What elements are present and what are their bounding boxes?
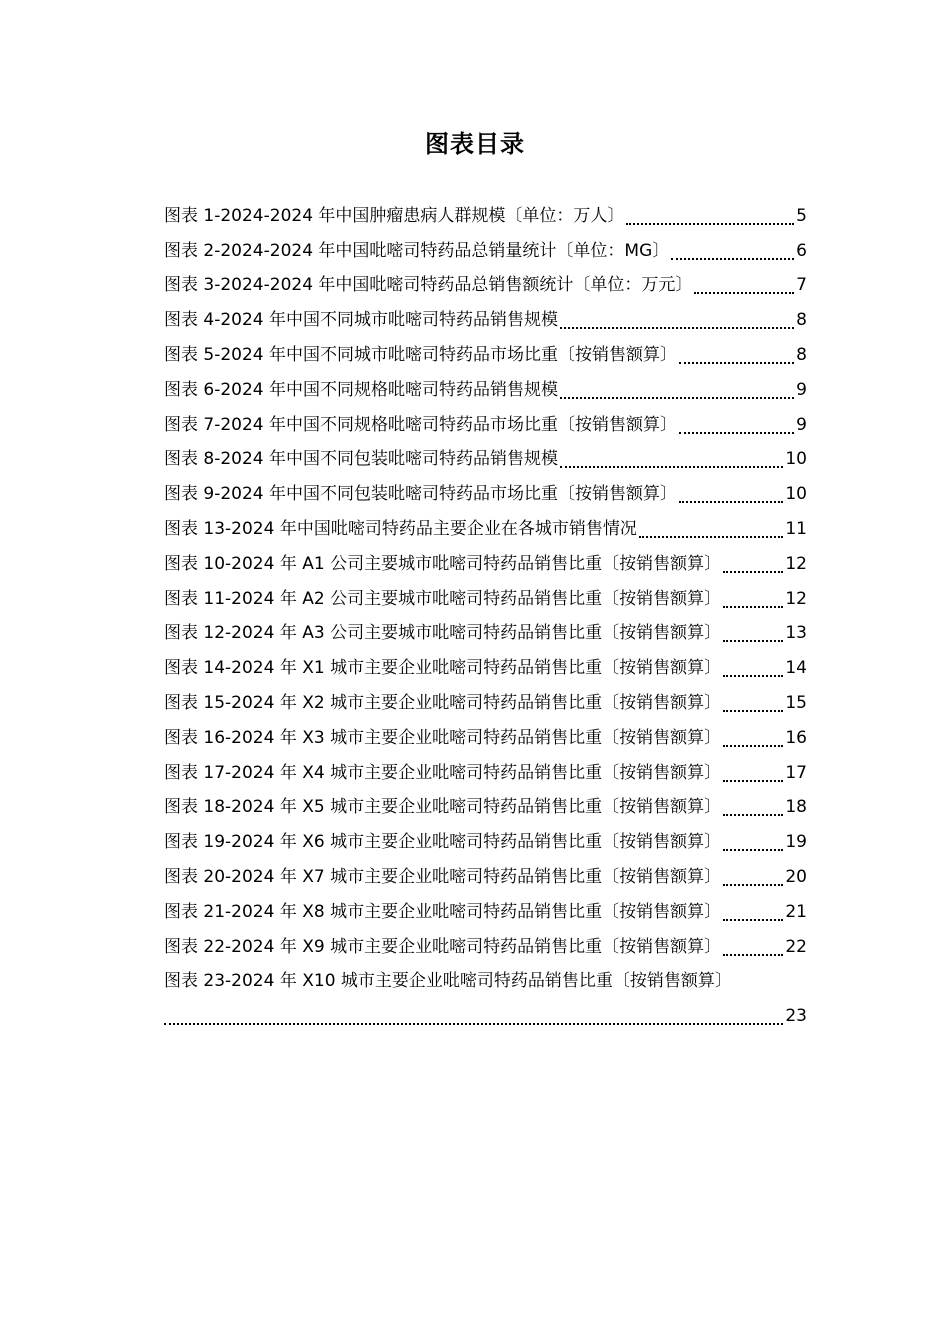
toc-entry-label: 图表 5-2024 年中国不同城市吡嘧司特药品市场比重〔按销售额算〕	[164, 344, 678, 365]
toc-entry[interactable]	[164, 196, 807, 231]
toc-entry[interactable]	[164, 300, 807, 335]
toc-entry-label: 图表 2-2024-2024 年中国吡嘧司特药品总销量统计〔单位：MG〕	[164, 240, 670, 261]
toc-entry-label: 图表 7-2024 年中国不同规格吡嘧司特药品市场比重〔按销售额算〕	[164, 414, 678, 435]
toc-entry-page: 12	[785, 588, 807, 609]
toc-leader-dots	[723, 639, 783, 642]
toc-entry-page: 13	[785, 623, 807, 644]
toc-entry-page: 19	[785, 832, 807, 853]
toc-entry[interactable]	[164, 440, 807, 475]
toc-entry-label: 图表 6-2024 年中国不同规格吡嘧司特药品销售规模	[164, 379, 559, 400]
toc-entry-page: 11	[785, 518, 807, 539]
toc-entry-label: 图表 8-2024 年中国不同包装吡嘧司特药品销售规模	[164, 449, 559, 470]
toc-entry-label: 图表 22-2024 年 X9 城市主要企业吡嘧司特药品销售比重〔按销售额算〕	[164, 936, 722, 957]
toc-entry-label: 图表 3-2024-2024 年中国吡嘧司特药品总销售额统计〔单位：万元〕	[164, 275, 693, 296]
toc-leader-dots	[723, 709, 783, 712]
toc-entry-page: 10	[785, 484, 807, 505]
toc-entry-label: 图表 17-2024 年 X4 城市主要企业吡嘧司特药品销售比重〔按销售额算〕	[164, 762, 722, 783]
toc-leader-dots	[560, 326, 794, 329]
toc-leader-dots	[679, 500, 783, 503]
toc-entry-page: 8	[796, 344, 807, 365]
toc-entry[interactable]	[164, 753, 807, 788]
toc-entry-page: 23	[785, 1006, 807, 1027]
toc-entry-page: 6	[796, 240, 807, 261]
toc-leader-dots	[723, 813, 783, 816]
toc-entry-label: 图表 10-2024 年 A1 公司主要城市吡嘧司特药品销售比重〔按销售额算〕	[164, 553, 722, 574]
toc-entry-label: 图表 19-2024 年 X6 城市主要企业吡嘧司特药品销售比重〔按销售额算〕	[164, 832, 722, 853]
toc-leader-dots	[679, 361, 794, 364]
toc-entry-page: 12	[785, 553, 807, 574]
toc-entry-label: 图表 18-2024 年 X5 城市主要企业吡嘧司特药品销售比重〔按销售额算〕	[164, 797, 722, 818]
toc-entry-page: 21	[785, 901, 807, 922]
toc-list	[164, 196, 807, 1031]
toc-entry-label: 图表 16-2024 年 X3 城市主要企业吡嘧司特药品销售比重〔按销售额算〕	[164, 727, 722, 748]
toc-entry-label: 图表 21-2024 年 X8 城市主要企业吡嘧司特药品销售比重〔按销售额算〕	[164, 901, 722, 922]
toc-leader-dots	[723, 744, 783, 747]
toc-entry[interactable]	[164, 614, 807, 649]
toc-entry-page: 10	[785, 449, 807, 470]
toc-entry-label: 图表 12-2024 年 A3 公司主要城市吡嘧司特药品销售比重〔按销售额算〕	[164, 623, 722, 644]
toc-entry-label: 图表 1-2024-2024 年中国肿瘤患病人群规模〔单位：万人〕	[164, 205, 625, 226]
toc-leader-dots	[671, 257, 794, 260]
toc-entry-page: 9	[796, 414, 807, 435]
toc-entry-page: 7	[796, 275, 807, 296]
toc-entry[interactable]	[164, 683, 807, 718]
toc-entry[interactable]	[164, 474, 807, 509]
toc-entry-page: 18	[785, 797, 807, 818]
toc-entry-label: 图表 20-2024 年 X7 城市主要企业吡嘧司特药品销售比重〔按销售额算〕	[164, 866, 722, 887]
toc-entry-label: 图表 4-2024 年中国不同城市吡嘧司特药品销售规模	[164, 310, 559, 331]
toc-leader-dots	[723, 605, 783, 608]
toc-entry-page: 17	[785, 762, 807, 783]
toc-entry[interactable]	[164, 335, 807, 370]
toc-leader-dots	[723, 570, 783, 573]
toc-leader-dots	[560, 396, 794, 399]
toc-entry-page: 9	[796, 379, 807, 400]
toc-entry-last-label-line[interactable]	[164, 962, 807, 997]
toc-leader-dots	[723, 848, 783, 851]
toc-entry[interactable]	[164, 231, 807, 266]
toc-entry-label: 图表 23-2024 年 X10 城市主要企业吡嘧司特药品销售比重〔按销售额算〕	[164, 971, 732, 992]
toc-entry[interactable]	[164, 857, 807, 892]
toc-leader-dots	[723, 918, 783, 921]
toc-leader-dots	[164, 1022, 783, 1025]
toc-entry-label: 图表 11-2024 年 A2 公司主要城市吡嘧司特药品销售比重〔按销售额算〕	[164, 588, 722, 609]
toc-entry[interactable]	[164, 718, 807, 753]
toc-entry-label: 图表 14-2024 年 X1 城市主要企业吡嘧司特药品销售比重〔按销售额算〕	[164, 658, 722, 679]
toc-entry-page: 14	[785, 658, 807, 679]
toc-entry-page: 20	[785, 866, 807, 887]
toc-entry[interactable]	[164, 266, 807, 301]
toc-leader-dots	[723, 953, 783, 956]
toc-leader-dots	[626, 222, 794, 225]
toc-entry-label: 图表 9-2024 年中国不同包装吡嘧司特药品市场比重〔按销售额算〕	[164, 484, 678, 505]
toc-entry[interactable]	[164, 405, 807, 440]
toc-entry[interactable]	[164, 892, 807, 927]
toc-entry-page: 16	[785, 727, 807, 748]
toc-leader-dots	[723, 674, 783, 677]
toc-entry[interactable]	[164, 648, 807, 683]
toc-entry-label: 图表 13-2024 年中国吡嘧司特药品主要企业在各城市销售情况	[164, 518, 637, 539]
toc-leader-dots	[560, 465, 783, 468]
page-title: 图表目录	[425, 130, 525, 158]
toc-entry[interactable]	[164, 822, 807, 857]
toc-entry-page: 15	[785, 692, 807, 713]
toc-entry[interactable]	[164, 370, 807, 405]
toc-entry[interactable]	[164, 509, 807, 544]
toc-entry-page: 22	[785, 936, 807, 957]
toc-entry-page: 5	[796, 205, 807, 226]
toc-entry[interactable]	[164, 544, 807, 579]
toc-leader-dots	[723, 779, 783, 782]
toc-entry-label: 图表 15-2024 年 X2 城市主要企业吡嘧司特药品销售比重〔按销售额算〕	[164, 692, 722, 713]
toc-entry[interactable]	[164, 788, 807, 823]
toc-leader-dots	[679, 431, 794, 434]
toc-entry-page: 8	[796, 310, 807, 331]
toc-leader-dots	[694, 291, 794, 294]
toc-leader-dots	[723, 883, 783, 886]
toc-entry[interactable]	[164, 927, 807, 962]
toc-entry[interactable]	[164, 579, 807, 614]
toc-leader-dots	[639, 535, 784, 538]
toc-entry-last-page-line[interactable]	[164, 996, 807, 1031]
